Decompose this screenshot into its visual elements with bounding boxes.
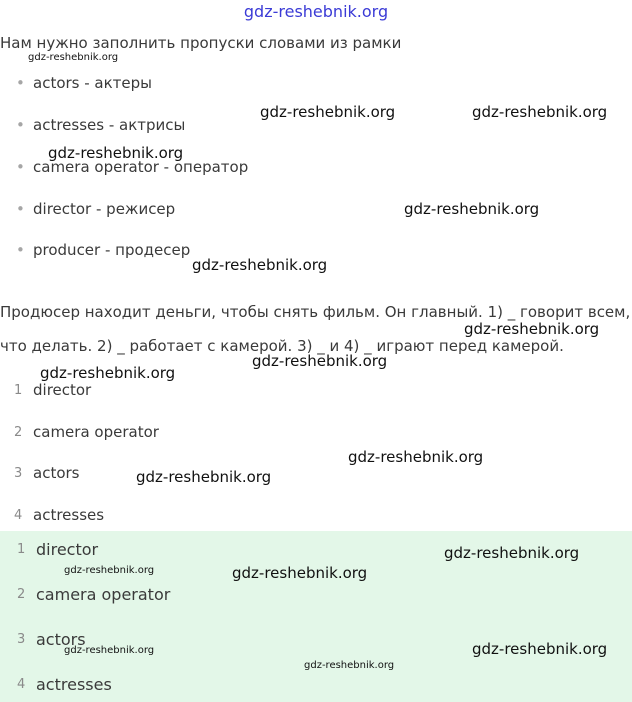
list-item: camera operator [33,423,159,441]
answer-number: 1 [17,542,26,557]
answer-item: director [36,540,99,559]
list-number: 4 [14,508,23,523]
watermark: gdz-reshebnik.org [232,564,368,582]
intro-text: Нам нужно заполнить пропуски словами из рамки [0,34,402,52]
watermark: gdz-reshebnik.org [64,565,155,576]
vocab-item: camera operator - оператор [33,158,249,176]
watermark: gdz-reshebnik.org [28,52,119,63]
watermark: gdz-reshebnik.org [64,645,155,656]
answer-number: 4 [17,677,26,692]
answer-item: camera operator [36,585,171,604]
list-item: actors [33,464,80,482]
watermark: gdz-reshebnik.org [304,660,395,671]
list-number: 3 [14,466,23,481]
paragraph-line-1: Продюсер находит деньги, чтобы снять фильм. Он главный. 1) _ говорит всем, [0,303,631,321]
answer-number: 3 [17,632,26,647]
watermark: gdz-reshebnik.org [348,448,484,466]
list-item: director [33,381,92,399]
watermark: gdz-reshebnik.org [252,352,388,370]
watermark: gdz-reshebnik.org [472,103,608,121]
list-item: actresses [33,506,105,524]
bullet-icon: • [16,158,25,176]
watermark: gdz-reshebnik.org [136,468,272,486]
answer-item: actresses [36,675,112,694]
list-number: 2 [14,425,23,440]
watermark: gdz-reshebnik.org [444,544,580,562]
answer-item: actors [36,630,86,649]
vocab-item: director - режисер [33,200,176,218]
answer-number: 2 [17,587,26,602]
vocab-item: actors - актеры [33,74,153,92]
list-number: 1 [14,383,23,398]
watermark: gdz-reshebnik.org [472,640,608,658]
watermark: gdz-reshebnik.org [404,200,540,218]
bullet-icon: • [16,200,25,218]
bullet-icon: • [16,241,25,259]
watermark: gdz-reshebnik.org [464,320,600,338]
vocab-item: actresses - актрисы [33,116,186,134]
watermark: gdz-reshebnik.org [192,256,328,274]
vocab-item: producer - продесер [33,241,191,259]
paragraph-line-2: что делать. 2) _ работает с камерой. 3) _ и 4) _ играют перед камерой. [0,337,564,355]
bullet-icon: • [16,74,25,92]
header-watermark: gdz-reshebnik.org [243,2,389,21]
watermark: gdz-reshebnik.org [48,144,184,162]
watermark: gdz-reshebnik.org [260,103,396,121]
watermark: gdz-reshebnik.org [40,364,176,382]
bullet-icon: • [16,116,25,134]
